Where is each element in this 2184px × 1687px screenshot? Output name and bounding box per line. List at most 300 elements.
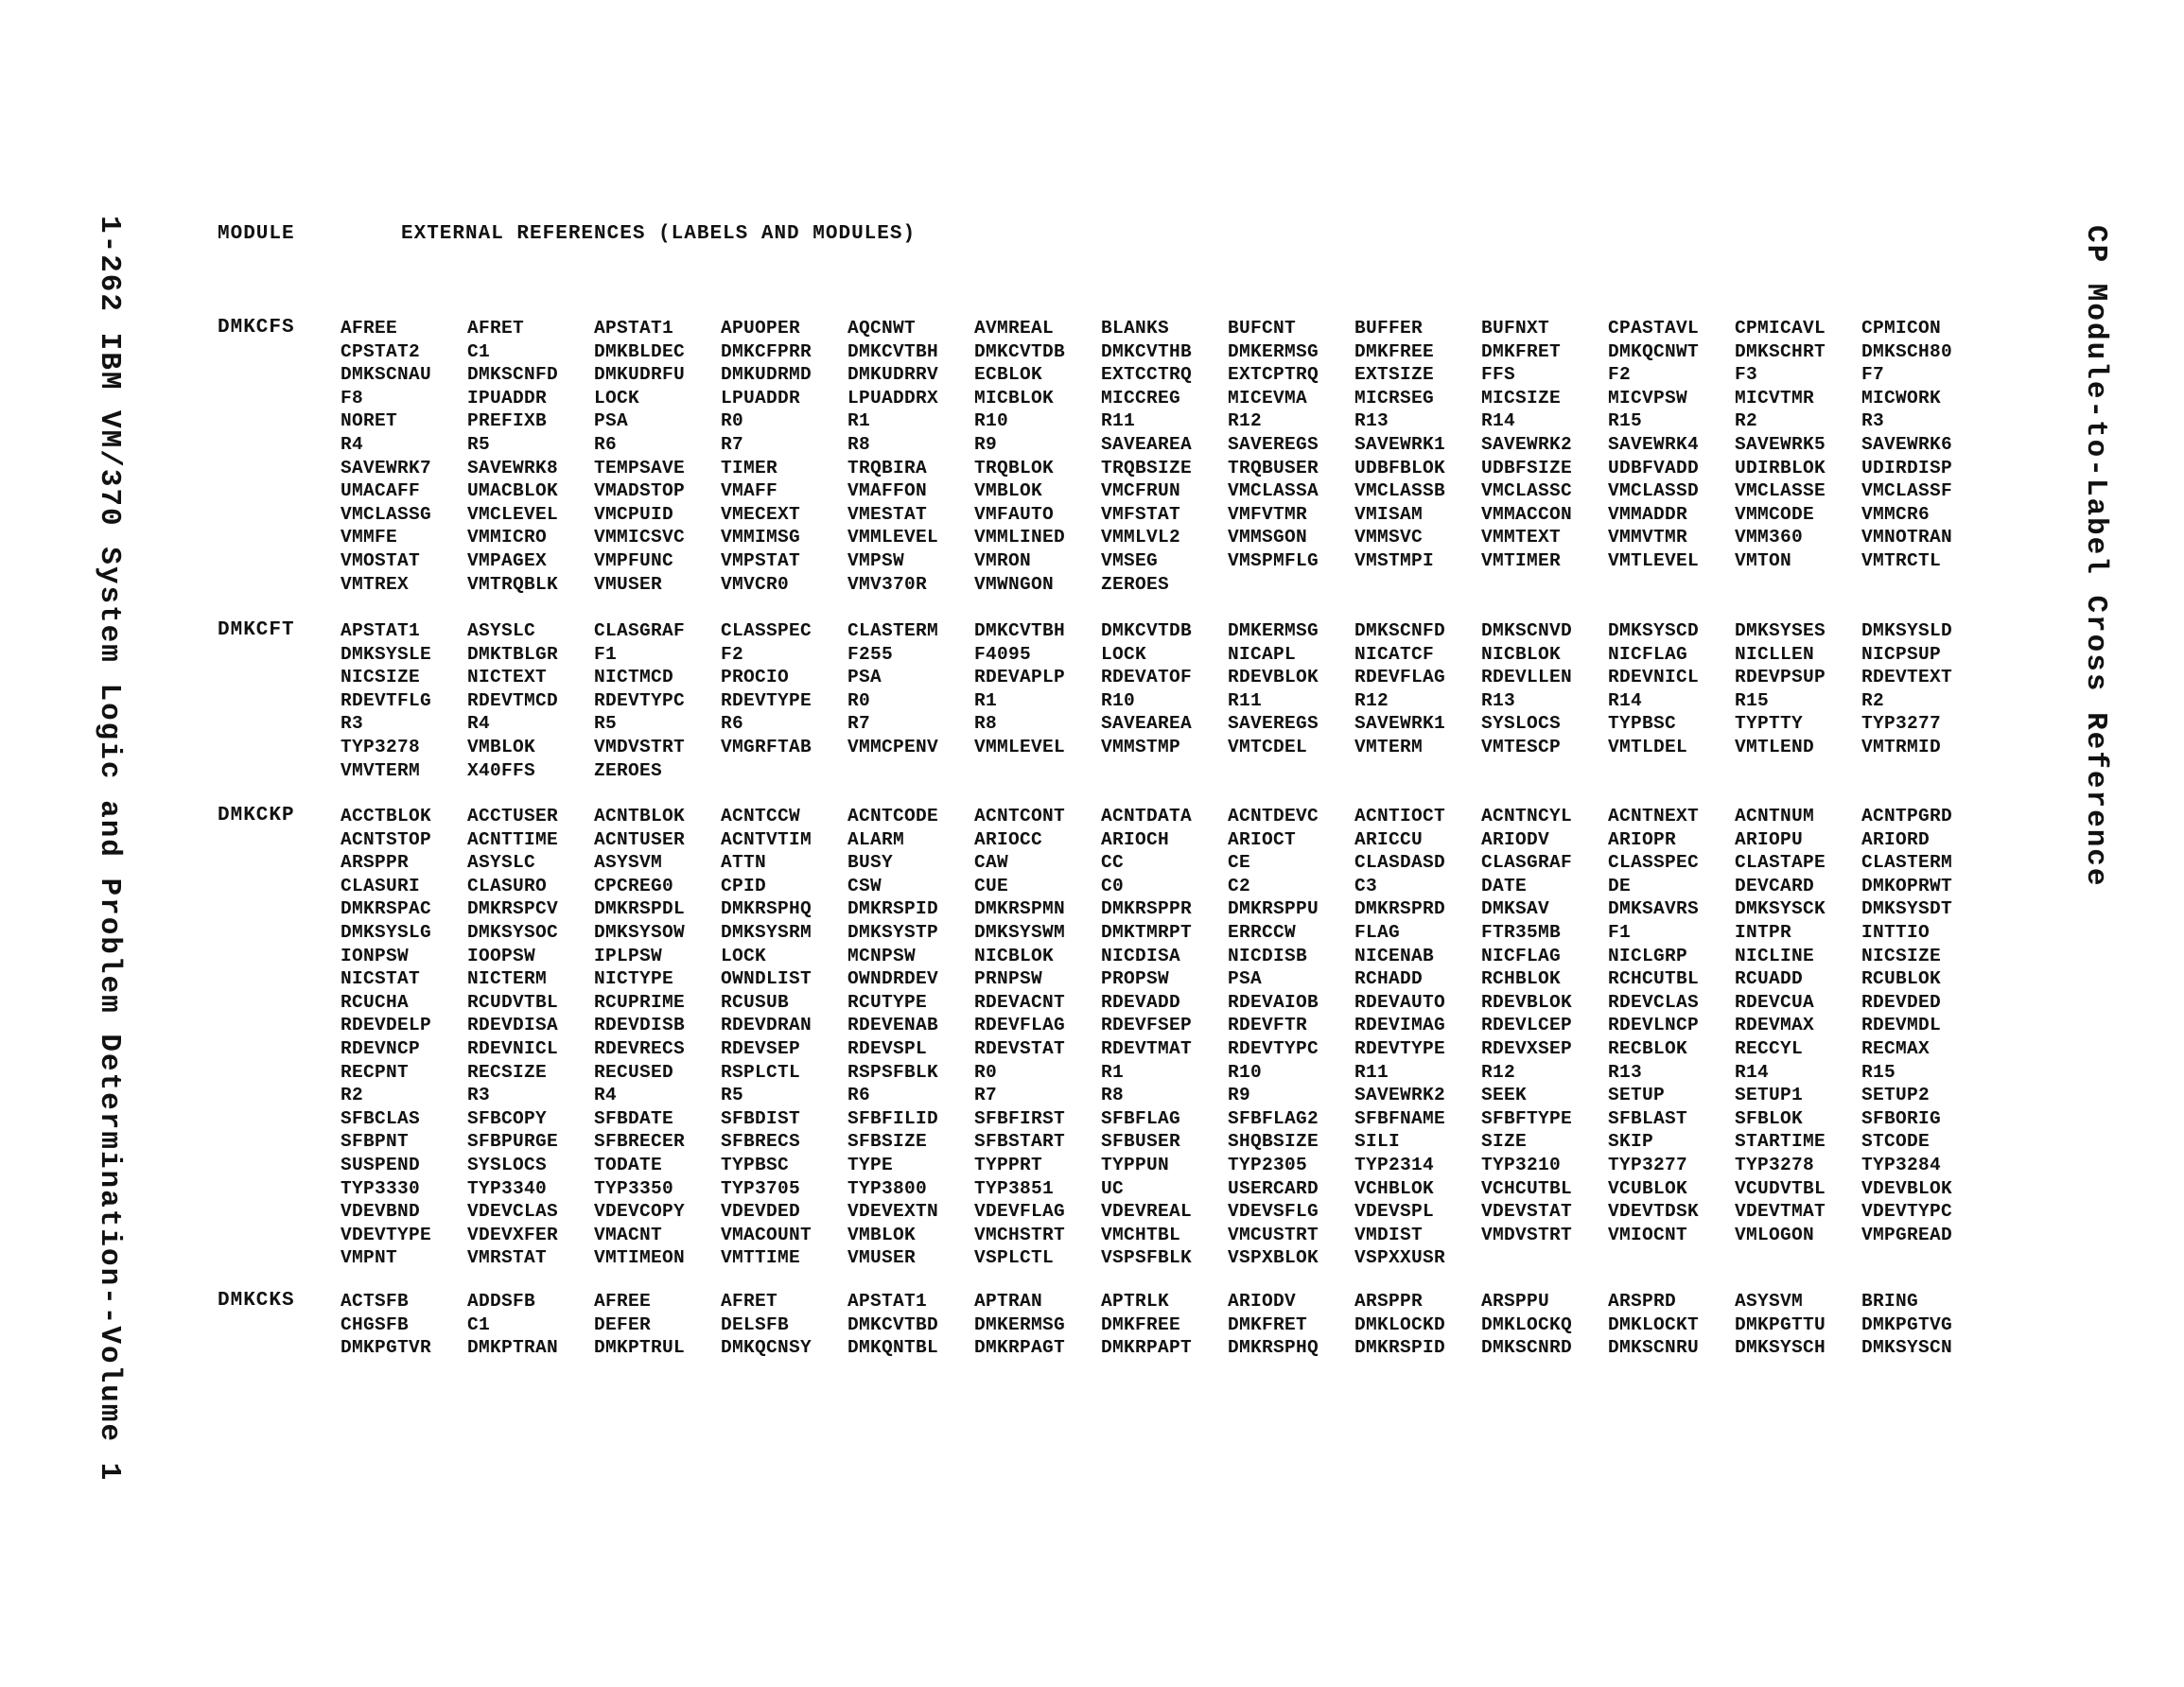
reference-label: DEFER [594, 1313, 652, 1335]
module-name: DMKCKP [218, 805, 295, 826]
reference-label: RCUADD [1735, 968, 1804, 990]
reference-label: RDEVACNT [974, 991, 1066, 1013]
reference-label: DMKSYSCN [1861, 1337, 1953, 1359]
reference-label: VDEVSPL [1354, 1201, 1435, 1223]
reference-label: SFBCOPY [467, 1107, 548, 1129]
reference-label: BUFCNT [1228, 318, 1297, 339]
reference-label: RCUSUB [721, 991, 790, 1013]
reference-label: R13 [1481, 689, 1516, 711]
reference-label: DMKSYSDT [1861, 898, 1953, 920]
reference-label: TYPE [847, 1154, 894, 1175]
reference-label: DMKCVTBH [847, 340, 939, 362]
reference-label: CLASURI [341, 875, 421, 896]
reference-label: CLASURO [467, 875, 548, 896]
reference-label: AFREE [594, 1291, 652, 1312]
reference-label: RDEVIMAG [1354, 1015, 1446, 1036]
reference-label: TYP3277 [1861, 713, 1942, 735]
reference-label: DMKUDRRV [847, 364, 939, 386]
reference-label: NICTYPE [594, 968, 674, 990]
reference-label: SAVEREGS [1228, 433, 1319, 455]
reference-label: R15 [1735, 689, 1770, 711]
reference-label: DMKSCNFD [1354, 620, 1446, 641]
reference-label: ZEROES [1101, 573, 1170, 595]
reference-label: VMFSTAT [1101, 503, 1181, 525]
reference-label: TYP3800 [847, 1177, 928, 1199]
reference-label: R1 [847, 410, 871, 432]
reference-label: ACTSFB [341, 1291, 410, 1312]
reference-label: NICTERM [467, 968, 548, 990]
reference-label: DMKCVTBH [974, 620, 1066, 641]
reference-label: VCUBLOK [1608, 1177, 1688, 1199]
reference-label: VMPFUNC [594, 549, 674, 571]
reference-label: RDEVFSEP [1101, 1015, 1193, 1036]
reference-label: SAVEWRK1 [1354, 433, 1446, 455]
reference-label: DMKSYSRM [721, 921, 812, 943]
reference-label: DMKFRET [1481, 340, 1562, 362]
reference-label: ARIODV [1228, 1291, 1297, 1312]
reference-grid [341, 805, 1988, 1270]
reference-label: RECUSED [594, 1061, 674, 1083]
reference-label: VMBLOK [847, 1224, 917, 1245]
reference-label: VMCLASSC [1481, 480, 1573, 502]
reference-label: ACNTDATA [1101, 806, 1193, 826]
reference-label: DMKTBLGR [467, 643, 559, 665]
reference-label: DMKRSPMN [974, 898, 1066, 920]
reference-label: VMUSER [847, 1247, 917, 1269]
reference-label: RDEVMDL [1861, 1015, 1942, 1036]
side-right-title: CP Module-to-Label Cross Reference [2079, 225, 2112, 888]
reference-label: DMKLOCKD [1354, 1313, 1446, 1335]
reference-label: DMKPGTVR [341, 1337, 432, 1359]
reference-label: VSPLCTL [974, 1247, 1055, 1269]
reference-label: VMDVSTRT [1481, 1224, 1573, 1245]
reference-label: UDBFVADD [1608, 457, 1700, 478]
reference-label: TRQBSIZE [1101, 457, 1193, 478]
reference-label: SFBSIZE [847, 1131, 928, 1153]
reference-label: DMKCVTBD [847, 1313, 939, 1335]
reference-label: VCHBLOK [1354, 1177, 1435, 1199]
reference-label: RDEVDISB [594, 1015, 686, 1036]
reference-label: ACNTIOCT [1354, 806, 1446, 826]
reference-label: CLASGRAF [1481, 852, 1573, 874]
reference-label: IPLPSW [594, 945, 663, 966]
reference-label: BLANKS [1101, 318, 1170, 339]
reference-label: NICSIZE [1861, 945, 1942, 966]
reference-label: CLASTERM [847, 620, 939, 641]
reference-label: TYP3350 [594, 1177, 674, 1199]
reference-label: UMACBLOK [467, 480, 559, 502]
reference-label: VMSPMFLG [1228, 549, 1319, 571]
reference-label: NICLINE [1735, 945, 1815, 966]
reference-label: NICBLOK [974, 945, 1055, 966]
reference-label: VMDIST [1354, 1224, 1424, 1245]
reference-label: DMKSYSLG [341, 921, 432, 943]
reference-label: VMCLASSA [1228, 480, 1319, 502]
reference-label: RCUPRIME [594, 991, 686, 1013]
reference-label: RDEVTYPE [1354, 1037, 1446, 1059]
reference-label: CLASTAPE [1735, 852, 1826, 874]
reference-label: VDEVDED [721, 1201, 801, 1223]
reference-label: DMKSYSOC [467, 921, 559, 943]
reference-label: TYP3851 [974, 1177, 1055, 1199]
reference-label: DMKCVTDB [974, 340, 1066, 362]
reference-label: RDEVLCEP [1481, 1015, 1573, 1036]
reference-label: VMGRFTAB [721, 736, 812, 757]
reference-label: VMLOGON [1735, 1224, 1815, 1245]
reference-label: DMKSAVRS [1608, 898, 1700, 920]
reference-label: SFBFILID [847, 1107, 939, 1129]
reference-label: X40FFS [467, 759, 536, 781]
reference-label: DMKSYSOW [594, 921, 686, 943]
reference-label: NORET [341, 410, 398, 432]
reference-label: NICTEXT [467, 667, 548, 688]
reference-label: RDEVENAB [847, 1015, 939, 1036]
reference-label: TYPTTY [1735, 713, 1804, 735]
reference-label: DMKRSPPU [1228, 898, 1319, 920]
reference-label: RECPNT [341, 1061, 410, 1083]
reference-label: R6 [594, 433, 618, 455]
reference-label: RCHBLOK [1481, 968, 1562, 990]
reference-label: PROCIO [721, 667, 790, 688]
reference-label: SUSPEND [341, 1154, 421, 1175]
reference-label: MICVPSW [1608, 387, 1688, 409]
reference-label: R8 [974, 713, 998, 735]
reference-label: TYP3210 [1481, 1154, 1562, 1175]
reference-label: ATTN [721, 852, 767, 874]
reference-label: VMPSTAT [721, 549, 801, 571]
reference-label: NICTMCD [594, 667, 674, 688]
reference-label: CLASSPEC [1608, 852, 1700, 874]
reference-label: LPUADDRX [847, 387, 939, 409]
reference-label: TYP3277 [1608, 1154, 1688, 1175]
reference-label: R12 [1354, 689, 1389, 711]
reference-label: RDEVNICL [467, 1037, 559, 1059]
reference-label: R11 [1228, 689, 1263, 711]
reference-label: ARIOCC [974, 828, 1043, 850]
reference-label: VDEVTYPC [1861, 1201, 1953, 1223]
reference-label: CPMICON [1861, 318, 1942, 339]
reference-label: SAVEWRK4 [1608, 433, 1700, 455]
reference-label: R15 [1608, 410, 1643, 432]
reference-label: RDEVXSEP [1481, 1037, 1573, 1059]
reference-label: R11 [1101, 410, 1136, 432]
reference-label: R5 [721, 1085, 744, 1106]
reference-label: F2 [721, 643, 744, 665]
reference-label: VMTESCP [1481, 736, 1562, 757]
reference-label: RDEVPSUP [1735, 667, 1826, 688]
reference-label: SFBRECS [721, 1131, 801, 1153]
reference-label: R9 [1228, 1085, 1251, 1106]
reference-label: VMTRQBLK [467, 573, 559, 595]
reference-label: R0 [974, 1061, 998, 1083]
reference-label: DMKSYSLE [341, 643, 432, 665]
reference-label: TYP3284 [1861, 1154, 1942, 1175]
reference-label: NICPSUP [1861, 643, 1942, 665]
reference-label: SFBFLAG [1101, 1107, 1181, 1129]
reference-label: TODATE [594, 1154, 663, 1175]
reference-label: ACCTBLOK [341, 806, 432, 826]
reference-label: ACNTNEXT [1608, 806, 1700, 826]
reference-label: R9 [974, 433, 998, 455]
reference-label: UDIRDISP [1861, 457, 1953, 478]
reference-label: RDEVFLAG [974, 1015, 1066, 1036]
reference-label: TYPBSC [1608, 713, 1677, 735]
reference-label: MICVTMR [1735, 387, 1815, 409]
reference-label: NICENAB [1354, 945, 1435, 966]
reference-label: ARSPPU [1481, 1291, 1550, 1312]
reference-label: ZEROES [594, 759, 663, 781]
reference-label: DMKRSPHQ [1228, 1337, 1319, 1359]
reference-label: RDEVBLOK [1228, 667, 1319, 688]
reference-label: BRING [1861, 1291, 1919, 1312]
reference-label: VMFAUTO [974, 503, 1055, 525]
reference-label: DMKUDRFU [594, 364, 686, 386]
reference-label: VDEVTYPE [341, 1224, 432, 1245]
reference-label: PSA [1228, 968, 1263, 990]
reference-label: VMACNT [594, 1224, 663, 1245]
reference-label: SAVEAREA [1101, 433, 1193, 455]
reference-label: IPUADDR [467, 387, 548, 409]
reference-label: VMMTEXT [1481, 527, 1562, 548]
reference-label: SAVEWRK1 [1354, 713, 1446, 735]
reference-label: SILI [1354, 1131, 1401, 1153]
reference-label: VMMSGON [1228, 527, 1308, 548]
reference-label: RDEVSPL [847, 1037, 928, 1059]
reference-label: NICDISB [1228, 945, 1308, 966]
reference-label: BUFFER [1354, 318, 1424, 339]
reference-label: DMKRSPPR [1101, 898, 1193, 920]
reference-label: SFBFTYPE [1481, 1107, 1573, 1129]
reference-label: VMTLEVEL [1608, 549, 1700, 571]
reference-label: DMKSYSTP [847, 921, 939, 943]
reference-label: ACCTUSER [467, 806, 559, 826]
reference-label: VMMICSVC [594, 527, 686, 548]
reference-label: SETUP2 [1861, 1085, 1931, 1106]
reference-label: VMCLASSG [341, 503, 432, 525]
reference-label: R3 [1861, 410, 1885, 432]
reference-label: RDEVMAX [1735, 1015, 1815, 1036]
reference-label: DMKLOCKQ [1481, 1313, 1573, 1335]
reference-label: R11 [1354, 1061, 1389, 1083]
reference-label: RDEVFTR [1228, 1015, 1308, 1036]
reference-label: PRNPSW [974, 968, 1043, 990]
reference-label: R10 [1228, 1061, 1263, 1083]
module-name: DMKCKS [218, 1290, 295, 1312]
reference-label: SFBORIG [1861, 1107, 1942, 1129]
reference-label: DMKTMRPT [1101, 921, 1193, 943]
reference-label: ASYSVM [1735, 1291, 1804, 1312]
reference-label: R5 [594, 713, 618, 735]
reference-label: VMTLEND [1735, 736, 1815, 757]
reference-label: ACNTSTOP [341, 828, 432, 850]
reference-label: FTR35MB [1481, 921, 1562, 943]
reference-label: CPCREG0 [594, 875, 674, 896]
reference-label: VMM360 [1735, 527, 1804, 548]
reference-label: SFBRECER [594, 1131, 686, 1153]
reference-label: MICWORK [1861, 387, 1942, 409]
reference-label: DMKSYSLD [1861, 620, 1953, 641]
reference-label: VMPNT [341, 1247, 398, 1269]
reference-label: VMCLASSB [1354, 480, 1446, 502]
reference-label: RDEVLNCP [1608, 1015, 1700, 1036]
reference-grid [341, 1290, 1988, 1360]
reference-label: VMCHSTRT [974, 1224, 1066, 1245]
reference-label: DMKSCHRT [1735, 340, 1826, 362]
reference-label: DMKSAV [1481, 898, 1550, 920]
reference-label: EXTCPTRQ [1228, 364, 1319, 386]
reference-label: DMKCVTDB [1101, 620, 1193, 641]
reference-label: TYPPRT [974, 1154, 1043, 1175]
reference-label: VSPSFBLK [1101, 1247, 1193, 1269]
reference-label: CHGSFB [341, 1313, 410, 1335]
reference-label: VMBLOK [467, 736, 536, 757]
reference-label: R3 [341, 713, 364, 735]
reference-label: RECCYL [1735, 1037, 1804, 1059]
reference-label: VMVTERM [341, 759, 421, 781]
reference-label: OWNDRDEV [847, 968, 939, 990]
reference-label: F8 [341, 387, 364, 409]
reference-label: DMKPGTVG [1861, 1313, 1953, 1335]
module-name: DMKCFT [218, 619, 295, 641]
reference-label: TRQBUSER [1228, 457, 1319, 478]
reference-label: LOCK [1101, 643, 1147, 665]
reference-label: TYP3330 [341, 1177, 421, 1199]
reference-label: PSA [594, 410, 629, 432]
reference-label: DMKRPAPT [1101, 1337, 1193, 1359]
reference-label: ECBLOK [974, 364, 1043, 386]
reference-label: ARIOPU [1735, 828, 1804, 850]
reference-label: VMADSTOP [594, 480, 686, 502]
reference-label: CPASTAVL [1608, 318, 1700, 339]
reference-label: VMRSTAT [467, 1247, 548, 1269]
reference-label: STARTIME [1735, 1131, 1826, 1153]
reference-label: F1 [594, 643, 618, 665]
reference-label: RDEVRECS [594, 1037, 686, 1059]
reference-label: SETUP [1608, 1085, 1666, 1106]
reference-label: AFRET [721, 1291, 778, 1312]
reference-label: ARICCU [1354, 828, 1424, 850]
reference-label: R12 [1228, 410, 1263, 432]
reference-label: RDEVNCP [341, 1037, 421, 1059]
reference-label: IOOPSW [467, 945, 536, 966]
reference-label: VMBLOK [974, 480, 1043, 502]
reference-label: SAVEAREA [1101, 713, 1193, 735]
reference-label: SFBUSER [1101, 1131, 1181, 1153]
reference-label: VMTERM [1354, 736, 1424, 757]
reference-label: MICEVMA [1228, 387, 1308, 409]
reference-label: RDEVDELP [341, 1015, 432, 1036]
reference-label: RDEVAPLP [974, 667, 1066, 688]
reference-label: VDEVREAL [1101, 1201, 1193, 1223]
reference-label: UDBFSIZE [1481, 457, 1573, 478]
reference-label: INTTIO [1861, 921, 1931, 943]
reference-label: VMMCODE [1735, 503, 1815, 525]
reference-label: ALARM [847, 828, 905, 850]
reference-label: RCUTYPE [847, 991, 928, 1013]
reference-label: VMMLEVEL [847, 527, 939, 548]
reference-label: VSPXBLOK [1228, 1247, 1319, 1269]
reference-label: VMTTIME [721, 1247, 801, 1269]
reference-label: R14 [1481, 410, 1516, 432]
reference-label: SYSLOCS [1481, 713, 1562, 735]
reference-label: C1 [467, 1313, 491, 1335]
reference-label: RDEVTEXT [1861, 667, 1953, 688]
reference-label: CPID [721, 875, 767, 896]
reference-label: SEEK [1481, 1085, 1528, 1106]
reference-label: AFRET [467, 318, 525, 339]
reference-label: VMMLEVEL [974, 736, 1066, 757]
reference-label: R2 [1735, 410, 1758, 432]
reference-label: CC [1101, 852, 1125, 874]
reference-label: NICDISA [1101, 945, 1181, 966]
reference-label: ADDSFB [467, 1291, 536, 1312]
reference-label: LPUADDR [721, 387, 801, 409]
reference-label: VDEVXFER [467, 1224, 559, 1245]
reference-label: ACNTCONT [974, 806, 1066, 826]
reference-label: VMTLDEL [1608, 736, 1688, 757]
reference-label: NICATCF [1354, 643, 1435, 665]
reference-label: RDEVTFLG [341, 689, 432, 711]
reference-label: LOCK [594, 387, 640, 409]
reference-label: PROPSW [1101, 968, 1170, 990]
reference-label: SFBPURGE [467, 1131, 559, 1153]
reference-label: VMV370R [847, 573, 928, 595]
reference-label: SYSLOCS [467, 1154, 548, 1175]
reference-label: R15 [1861, 1061, 1896, 1083]
reference-label: ARSPPR [1354, 1291, 1424, 1312]
reference-label: SFBDIST [721, 1107, 801, 1129]
reference-label: NICSIZE [341, 667, 421, 688]
reference-label: PSA [847, 667, 882, 688]
reference-label: DMKSYSES [1735, 620, 1826, 641]
reference-label: BUSY [847, 852, 894, 874]
reference-label: TRQBLOK [974, 457, 1055, 478]
reference-label: VDEVBLOK [1861, 1177, 1953, 1199]
reference-label: ACNTUSER [594, 828, 686, 850]
reference-label: VMESTAT [847, 503, 928, 525]
reference-label: VMAFF [721, 480, 778, 502]
reference-label: NICFLAG [1481, 945, 1562, 966]
reference-label: DMKUDRMD [721, 364, 812, 386]
reference-label: R8 [1101, 1085, 1125, 1106]
reference-label: VMRON [974, 549, 1032, 571]
reference-label: VMPAGEX [467, 549, 548, 571]
reference-label: RDEVADD [1101, 991, 1181, 1013]
reference-label: VMCPUID [594, 503, 674, 525]
reference-label: VMNOTRAN [1861, 527, 1953, 548]
reference-label: RDEVFLAG [1354, 667, 1446, 688]
reference-label: VCHCUTBL [1481, 1177, 1573, 1199]
reference-label: VMECEXT [721, 503, 801, 525]
reference-label: R3 [467, 1085, 491, 1106]
reference-label: VCUDVTBL [1735, 1177, 1826, 1199]
reference-label: F3 [1735, 364, 1758, 386]
reference-label: R1 [974, 689, 998, 711]
reference-label: SFBCLAS [341, 1107, 421, 1129]
reference-label: DMKFREE [1101, 1313, 1181, 1335]
reference-label: NICBLOK [1481, 643, 1562, 665]
reference-label: SFBDATE [594, 1107, 674, 1129]
reference-label: ARIOPR [1608, 828, 1677, 850]
reference-label: R6 [721, 713, 744, 735]
reference-label: DEVCARD [1735, 875, 1815, 896]
reference-label: VDEVEXTN [847, 1201, 939, 1223]
reference-label: VMVCR0 [721, 573, 790, 595]
reference-label: VMIOCNT [1608, 1224, 1688, 1245]
reference-label: C1 [467, 340, 491, 362]
reference-label: APSTAT1 [594, 318, 674, 339]
reference-label: VMMCR6 [1861, 503, 1931, 525]
